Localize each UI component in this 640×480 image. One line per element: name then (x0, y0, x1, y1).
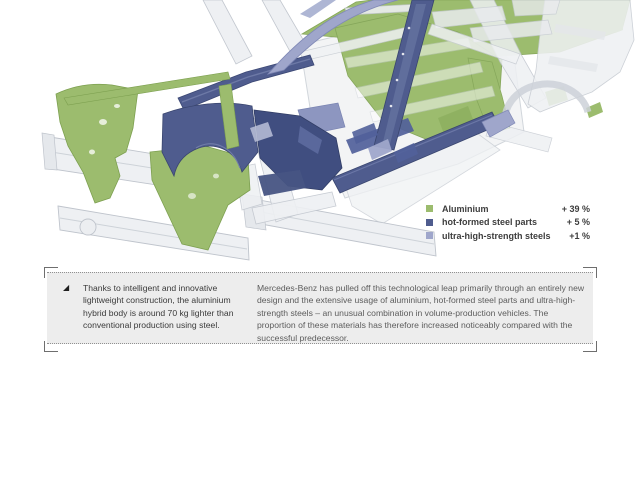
legend-value: +1 % (569, 230, 590, 241)
legend-item-aluminium (426, 202, 590, 216)
legend (426, 202, 590, 243)
ultra-high-strength-swatch-icon (426, 232, 433, 239)
aluminium-swatch-icon (426, 205, 433, 212)
triangle-marker-icon: ◢ (63, 283, 70, 292)
legend-label: Aluminium (442, 203, 489, 214)
hot-formed-steel-swatch-icon (426, 219, 433, 226)
legend-value: + 39 % (561, 203, 590, 214)
legend-label: hot-formed steel parts (442, 217, 538, 228)
caption-content (47, 273, 593, 352)
legend-item-ultra-high-strength (426, 229, 590, 243)
caption-right-text: Mercedes-Benz has pulled off this technological leap primarily through an entirely new design and the extensive usage of aluminium, hot-formed steel parts and ultra-high-strength steels – an unusual combination in volume-production vehicles. The proportion of these materials has therefore increased noticeably compared with the successful predecessor. (257, 283, 585, 343)
legend-value: + 5 % (566, 217, 590, 228)
caption-left-text: Thanks to intelligent and innovative lightweight construction, the aluminium hybrid body is around 70 kg lighter than conventional production using steel. (83, 283, 234, 331)
legend-item-hot-formed-steel (426, 216, 590, 230)
caption-box (47, 272, 593, 344)
legend-label: ultra-high-strength steels (442, 230, 551, 241)
